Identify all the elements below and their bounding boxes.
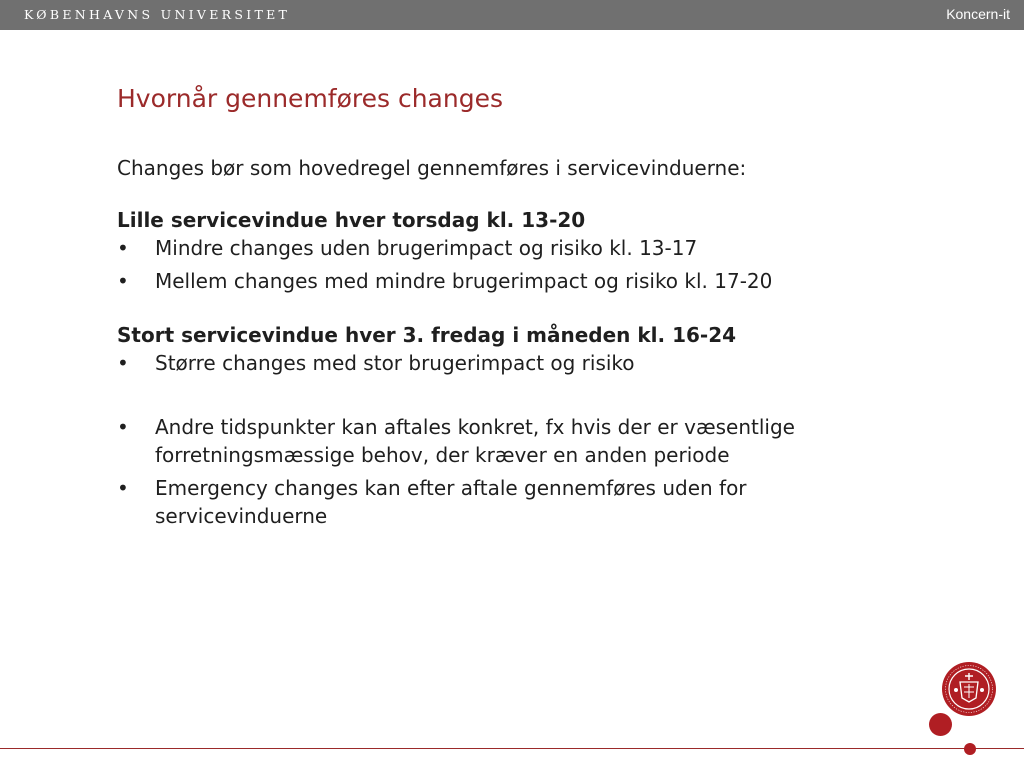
bullet-icon: •: [117, 415, 129, 439]
bullet-icon: •: [117, 236, 129, 260]
list-item: [117, 234, 855, 262]
bullet-list-large-window: [117, 349, 877, 377]
list-item-text: Andre tidspunkter kan aftales konkret, fx hvis der er væsentlige forretningsmæssige behov, der kræver en anden periode: [155, 415, 795, 467]
section-heading-small-window: Lille servicevindue hver torsdag kl. 13-20: [117, 208, 586, 232]
list-item-text: Større changes med stor brugerimpact og risiko: [155, 351, 635, 375]
university-seal-icon: [940, 660, 998, 718]
section-heading-large-window: Stort servicevindue hver 3. fredag i måneden kl. 16-24: [117, 323, 737, 347]
slide-title: Hvornår gennemføres changes: [117, 84, 503, 113]
bullet-list-other: [117, 413, 877, 530]
list-item-text: Mellem changes med mindre brugerimpact og risiko kl. 17-20: [155, 269, 773, 293]
unit-name: Koncern-it: [946, 6, 1010, 22]
list-item: [117, 267, 855, 295]
slide-body: [117, 154, 877, 530]
bullet-icon: •: [117, 476, 129, 500]
institution-name: KØBENHAVNS UNIVERSITET: [24, 7, 291, 22]
decorative-dot-large: [929, 713, 952, 736]
list-item: [117, 349, 855, 377]
bullet-list-small-window: [117, 234, 877, 295]
intro-text: Changes bør som hovedregel gennemføres i servicevinduerne:: [117, 156, 747, 180]
top-bar: [0, 0, 1024, 30]
list-item-text: Mindre changes uden brugerimpact og risiko kl. 13-17: [155, 236, 698, 260]
list-item: [117, 413, 855, 469]
decorative-dot-small: [964, 743, 976, 755]
bullet-icon: •: [117, 269, 129, 293]
list-item-text: Emergency changes kan efter aftale gennemføres uden for servicevinduerne: [155, 476, 747, 528]
list-item: [117, 474, 855, 530]
footer-divider: [0, 748, 1024, 749]
bullet-icon: •: [117, 351, 129, 375]
